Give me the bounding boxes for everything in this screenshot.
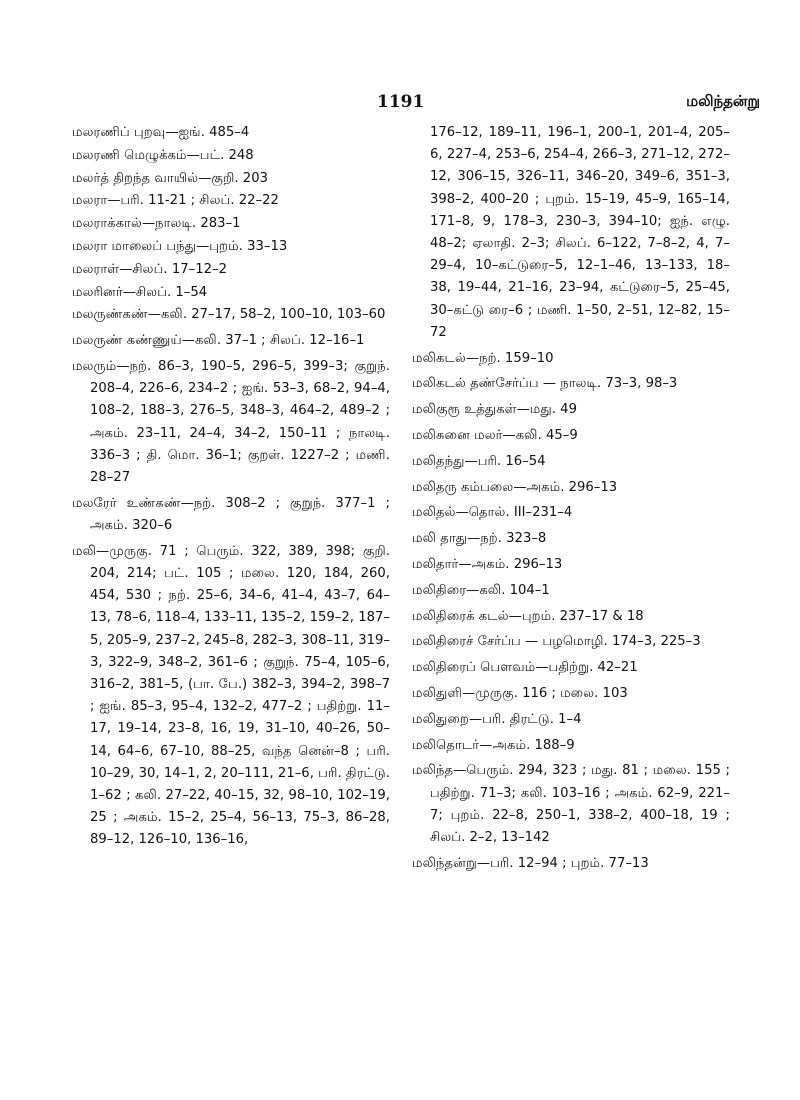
index-entry: மலிதரு கம்பலை—அகம். 296–13 <box>412 479 618 495</box>
index-entry: மலரும்—நற். 86–3, 190–5, 296–5, 399–3; குறுந். 208–4, 226–6, 234–2 ; ஐங். 53–3, 68–2, 94–4, 108–2, 188–3, 276–5, 348–3, 464–2, 489–2 ; அகம். 23–11, 24–4, 34–2, 150–11 ; நாலடி. 336–3 ; தி. மொ. 36–1; குறள். 1227–2 ; மணி. 28–27 <box>72 358 390 485</box>
index-entry: மலருண் கண்ணுய்—கலி. 37–1 ; சிலப். 12–16–1 <box>72 333 365 349</box>
index-entry: மலி தாது—நற். 323–8 <box>412 531 547 547</box>
right-column <box>412 122 730 879</box>
index-entry: மலர்த் திறந்த வாயில்—குறி. 203 <box>72 170 268 186</box>
index-entry: மலிதிரைக் கடல்—புறம். 237–17 & 18 <box>412 608 644 624</box>
page-number: 1191 <box>377 92 425 112</box>
index-entry: மலிதல்—தொல். III–231–4 <box>412 505 573 521</box>
index-entry-continuation: 176–12, 189–11, 196–1, 200–1, 201–4, 205–6, 227–4, 253–6, 254–4, 266–3, 271–12, 272–12, 306–15, 326–11, 346–20, 349–6, 351–3, 398–2, 400–20 ; புறம். 15–19, 45–9, 165–14, 171–8, 9, 178–3, 230–3, 394–10; ஐந். எழு. 48–2; ஏலாதி. 2–3; சிலப். 6–122, 7–8–2, 4, 7–29–4, 10–கட்டுரை–5, 12–1–46, 13–133, 18–38, 19–44, 21–16, 23–94, கட்டுரை–5, 25–45, 30–கட்டு ரை–6 ; மணி. 1–50, 2–51, 12–82, 15–72 <box>430 125 730 340</box>
index-entry: மலி—முருகு. 71 ; பெரும். 322, 389, 398; குறி. 204, 214; பட். 105 ; மலை. 120, 184, 260, 454, 530 ; நற். 25–6, 34–6, 41–4, 43–7, 64–13, 78–6, 118–4, 133–11, 135–2, 159–2, 187–5, 205–9, 237–2, 245–8, 282–3, 308–11, 319–3, 322–9, 348–2, 361–6 ; குறுந். 75–4, 105–6, 316–2, 381–5, (பா. பே.) 382–3, 394–2, 398–7 ; ஐங். 85–3, 95–4, 132–2, 477–2 ; பதிற்று. 11–17, 19–14, 23–8, 16, 19, 31–10, 40–26, 50–14, 64–6, 67–10, 88–25, வந்த னென்–8 ; பரி. 10–29, 30, 14–1, 2, 20–111, 21–6, பரி. திரட்டு. 1–62 ; கலி. 27–22, 40–15, 32, 98–10, 102–19, 25 ; அகம். 15–2, 25–4, 56–13, 75–3, 86–28, 89–12, 126–10, 136–16, <box>72 543 390 848</box>
index-entry: மலிந்தன்று—பரி. 12–94 ; புறம். 77–13 <box>412 855 649 871</box>
index-entry: மலிந்த—பெரும். 294, 323 ; மது. 81 ; மலை. 155 ; பதிற்று. 71–3; கலி. 103–16 ; அகம். 62–9, 221–7; புறம். 22–8, 250–1, 338–2, 400–18, 19 ; சிலப். 2–2, 13–142 <box>412 763 730 845</box>
index-entry: மலரா மாலைப் பந்து—புறம். 33–13 <box>72 238 288 254</box>
index-entry: மலிதிரைச் சேர்ப்ப — பழமொழி. 174–3, 225–3 <box>412 634 701 650</box>
index-entry: மலிதந்து—பரி. 16–54 <box>412 453 546 469</box>
index-entry: மலரணி மெழுக்கம்—பட். 248 <box>72 147 254 163</box>
left-column <box>72 122 390 855</box>
index-entry: மலரணிப் புறவு—ஐங். 485–4 <box>72 125 250 140</box>
index-entry: மலிசுனை மலர்—கலி. 45–9 <box>412 428 578 444</box>
index-entry: மலிதொடர்—அகம். 188–9 <box>412 737 575 753</box>
index-entry: மலிதுறை—பரி. திரட்டு. 1–4 <box>412 711 582 727</box>
index-entry: மலரினர்—சிலப். 1–54 <box>72 284 208 300</box>
index-entry: மலிகுரூ உத்துகள்—மது. 49 <box>412 402 577 418</box>
index-entry: மலிதார்—அகம். 296–13 <box>412 557 563 572</box>
running-head: மலிந்தன்று <box>686 92 760 110</box>
page-header <box>0 92 800 122</box>
index-entry: மலரா—பரி. 11-21 ; சிலப். 22–22 <box>72 193 279 209</box>
index-entry: மலிதிரை—கலி. 104–1 <box>412 582 550 598</box>
index-entry: மலிகடல் தண்சேர்ப்ப — நாலடி. 73–3, 98–3 <box>412 376 678 392</box>
index-entry: மலிதிரைப் பௌவம்—பதிற்று. 42–21 <box>412 660 638 676</box>
index-entry: மலராள்—சிலப். 17–12–2 <box>72 261 227 277</box>
index-entry: மலிகடல்—நற். 159–10 <box>412 350 554 366</box>
index-entry: மலிதுளி—முருகு. 116 ; மலை. 103 <box>412 685 628 701</box>
index-entry: மலருண்கண்—கலி. 27–17, 58–2, 100–10, 103–60 <box>72 307 386 323</box>
index-entry: மலரேர் உண்கண்—நற். 308–2 ; குறுந். 377–1 ; அகம். 320–6 <box>72 495 390 533</box>
index-entry: மலராக்கால்—நாலடி. 283–1 <box>72 216 241 232</box>
